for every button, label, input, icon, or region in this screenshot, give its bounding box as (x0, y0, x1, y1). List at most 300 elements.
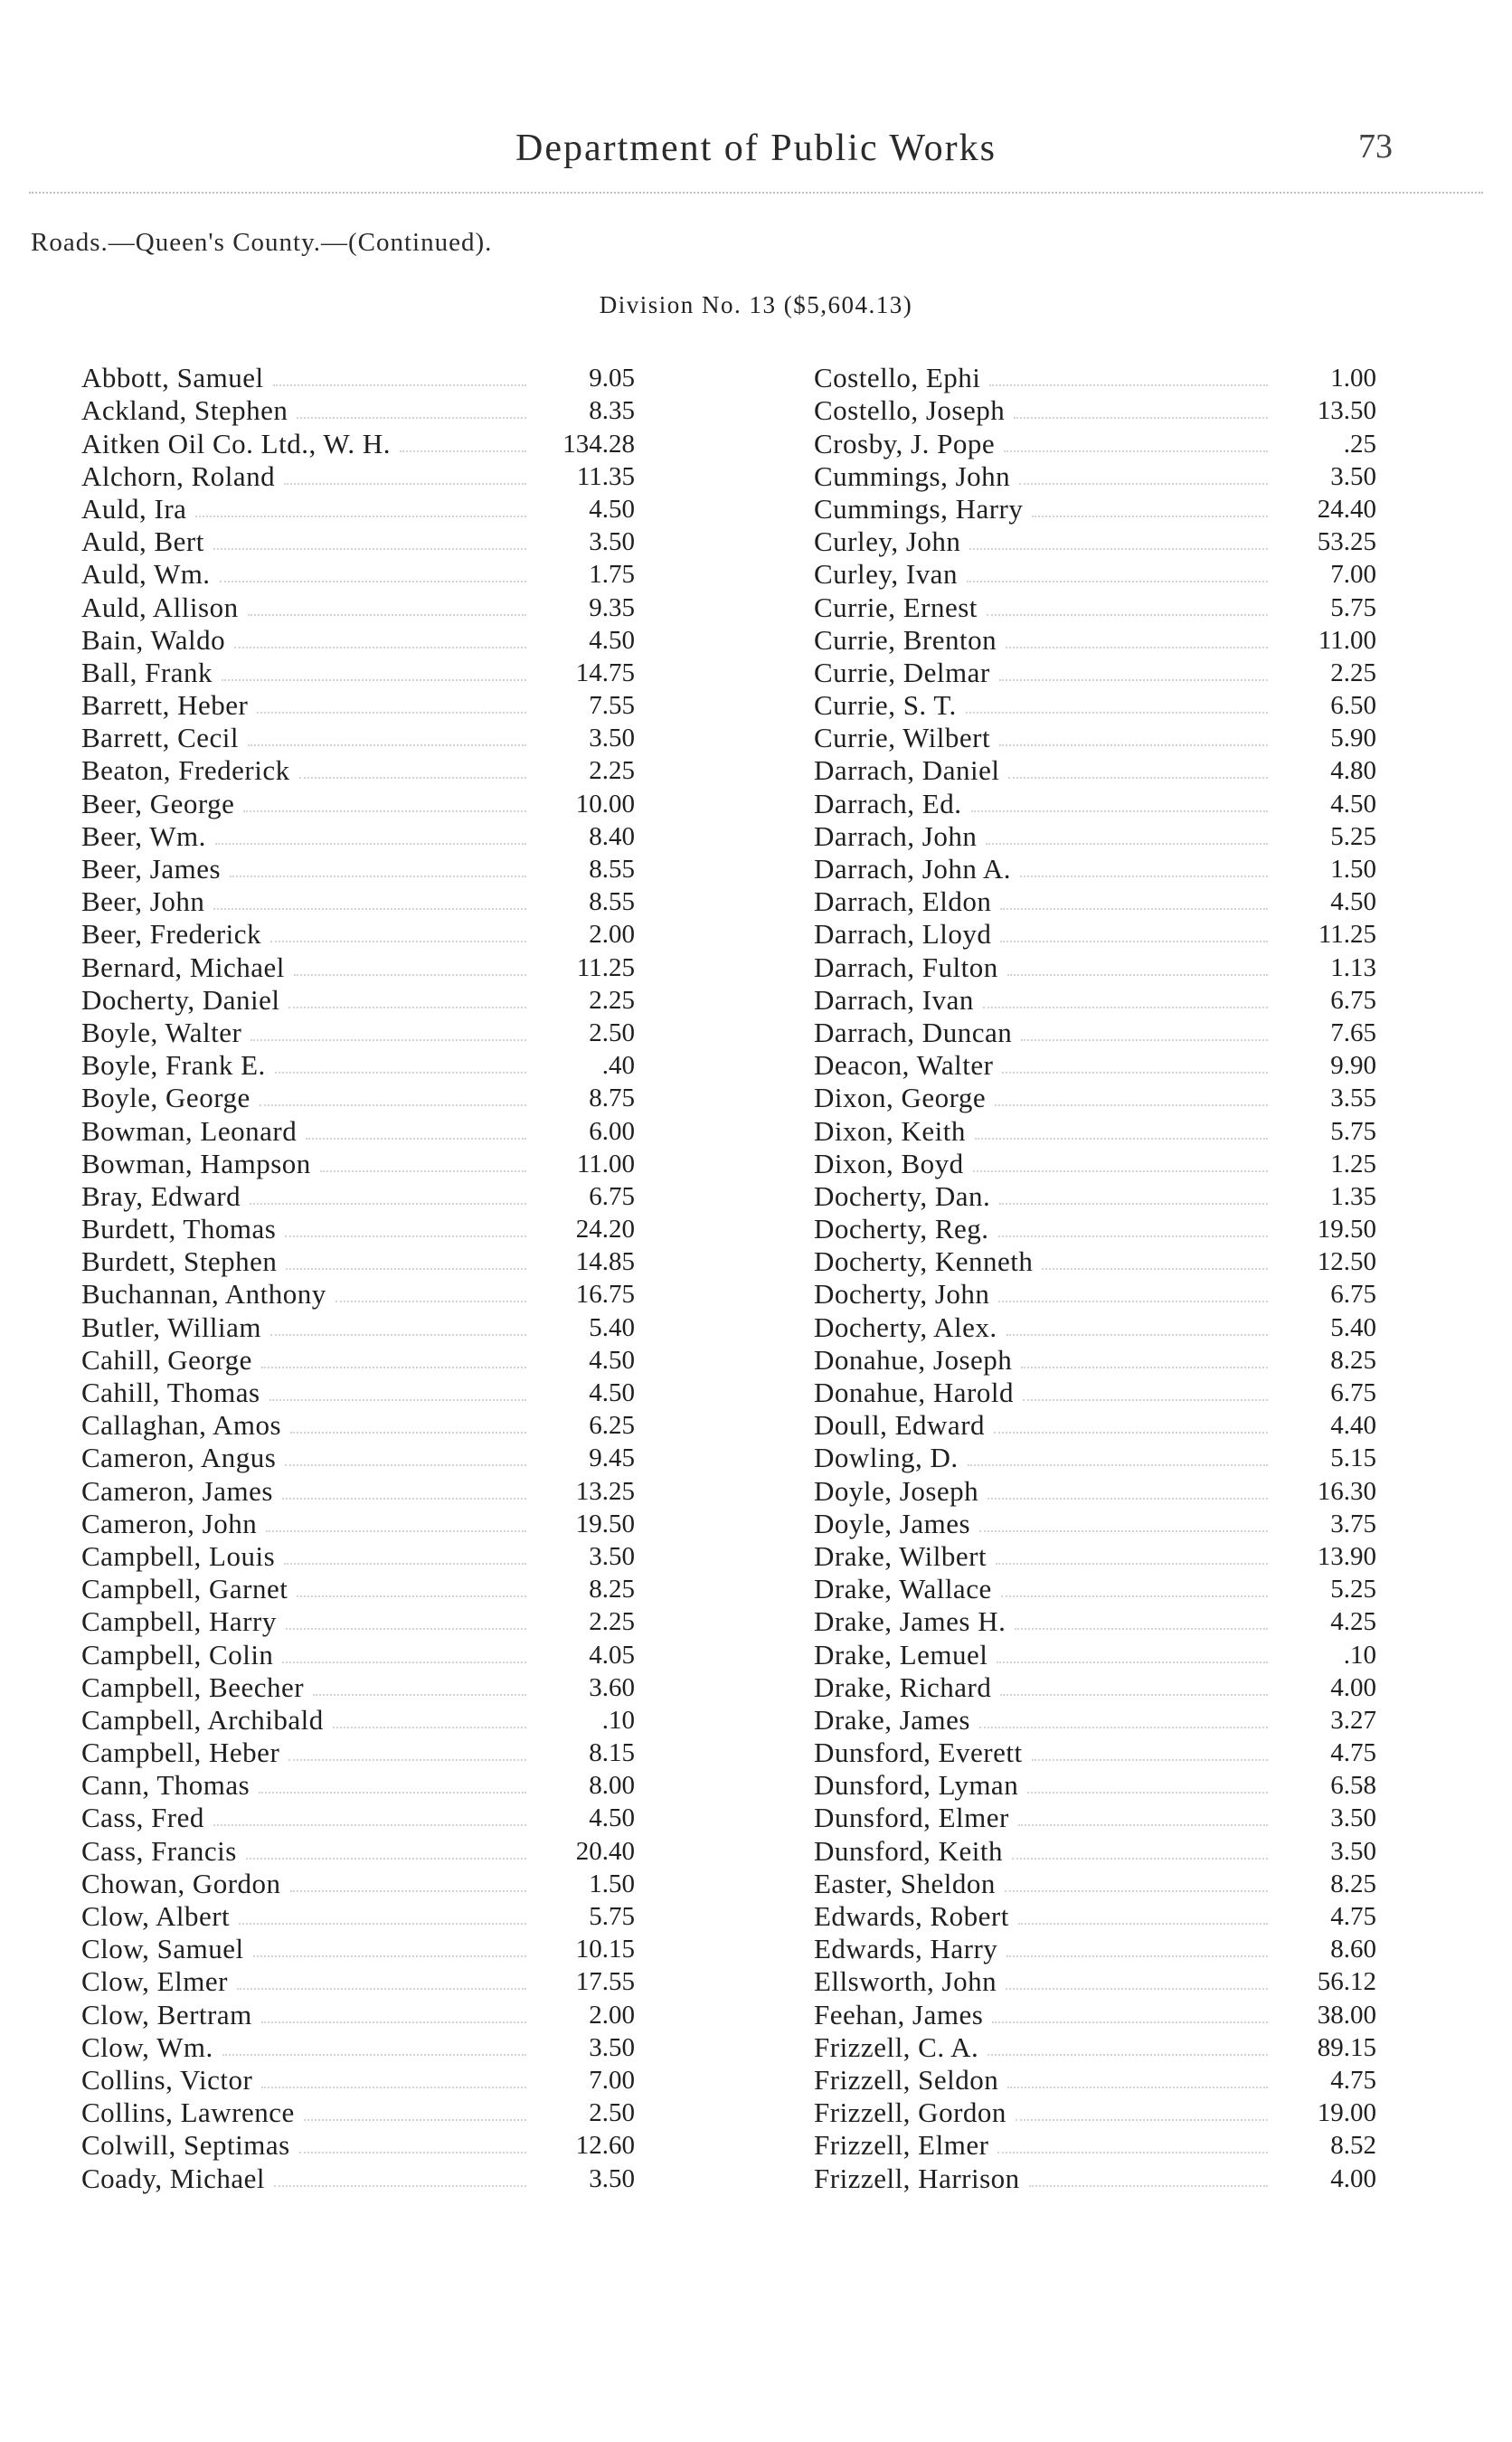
ledger-entry (814, 1900, 1376, 1933)
entry-name: Coady, Michael (81, 2162, 265, 2194)
entry-name: Cameron, Angus (81, 1442, 277, 1474)
entry-amount: 3.50 (589, 1541, 635, 1571)
ledger-entry (81, 525, 635, 558)
entry-name: Clow, Elmer (81, 1965, 228, 1998)
dot-leader (286, 1268, 526, 1270)
ledger-entry (814, 2162, 1376, 2194)
entry-amount: 8.25 (589, 1575, 635, 1604)
entry-amount: 6.58 (1330, 1771, 1376, 1801)
ledger-entry (814, 394, 1376, 427)
ledger-entry (81, 1671, 635, 1704)
dot-leader (269, 1399, 526, 1401)
dot-leader (1020, 876, 1268, 877)
ledger-entry (814, 1049, 1376, 1082)
dot-leader (1006, 647, 1268, 648)
entry-name: Docherty, John (814, 1278, 990, 1311)
dot-leader (1008, 777, 1268, 779)
entry-name: Frizzell, Elmer (814, 2129, 989, 2162)
ledger-entry (814, 1868, 1376, 1900)
ledger-entry (814, 493, 1376, 525)
dot-leader (1018, 1923, 1268, 1925)
entry-amount: .40 (601, 1051, 635, 1081)
entry-amount: 19.00 (1317, 2098, 1376, 2128)
entry-name: Campbell, Louis (81, 1539, 276, 1572)
entry-amount: 9.90 (1330, 1051, 1376, 1081)
entry-name: Cass, Fred (81, 1802, 204, 1834)
entry-name: Campbell, Archibald (81, 1703, 324, 1736)
dot-leader (284, 1563, 526, 1565)
entry-name: Alchorn, Roland (81, 459, 276, 492)
ledger-entry (81, 493, 635, 525)
dot-leader (261, 2021, 526, 2023)
entry-name: Barrett, Heber (81, 689, 249, 722)
entry-name: Doull, Edward (814, 1409, 986, 1442)
ledger-entry (81, 1605, 635, 1638)
dot-leader (313, 1694, 526, 1696)
ledger-entry (814, 1180, 1376, 1213)
entry-amount: 1.50 (1330, 855, 1376, 884)
entry-amount: 8.55 (589, 855, 635, 884)
entry-name: Cahill, Thomas (81, 1377, 260, 1408)
entry-amount: 4.00 (1330, 1672, 1376, 1702)
entry-name: Currie, Delmar (814, 656, 990, 688)
entry-amount: .10 (601, 1705, 635, 1735)
entry-name: Barrett, Cecil (81, 722, 239, 754)
dot-leader (250, 1039, 526, 1041)
ledger-entry (81, 1737, 635, 1769)
entry-amount: 6.75 (1330, 985, 1376, 1015)
ledger-entry (81, 1965, 635, 1998)
left-column (81, 362, 635, 2195)
header-divider (29, 192, 1483, 194)
entry-amount: 13.50 (1317, 396, 1376, 426)
dot-leader (1032, 516, 1268, 517)
ledger-entry (81, 1769, 635, 1802)
entry-amount: 4.40 (1330, 1411, 1376, 1441)
dot-leader (248, 614, 526, 616)
dot-leader (261, 1367, 526, 1368)
entry-name: Curley, John (814, 525, 961, 558)
ledger-entry (814, 787, 1376, 819)
entry-name: Curley, Ivan (814, 558, 958, 591)
dot-leader (299, 777, 526, 779)
ledger-entry (81, 1998, 635, 2030)
ledger-entry (814, 1114, 1376, 1147)
dot-leader (1006, 1334, 1268, 1336)
entry-amount: 19.50 (575, 1509, 635, 1538)
ledger-entry (814, 918, 1376, 951)
dot-leader (1001, 1595, 1268, 1597)
dot-leader (998, 1235, 1268, 1237)
ledger-entry (81, 2162, 635, 2194)
ledger-entry (81, 427, 635, 459)
dot-leader (213, 548, 526, 550)
entry-name: Dunsford, Lyman (814, 1769, 1019, 1802)
entry-amount: 2.50 (589, 1018, 635, 1047)
ledger-entry (814, 1213, 1376, 1245)
dot-leader (967, 581, 1268, 582)
dot-leader (239, 1923, 526, 1925)
dot-leader (1014, 417, 1268, 419)
ledger-entry (814, 984, 1376, 1017)
entry-amount: 16.30 (1317, 1476, 1376, 1506)
entry-amount: 14.85 (575, 1247, 635, 1277)
ledger-entry (814, 657, 1376, 689)
dot-leader (266, 1530, 526, 1532)
page-title: Department of Public Works (515, 128, 997, 169)
dot-leader (1002, 1072, 1268, 1074)
entry-amount: 8.00 (589, 1771, 635, 1801)
ledger-entry (81, 1278, 635, 1311)
entry-amount: 4.75 (1330, 2065, 1376, 2095)
entry-name: Crosby, J. Pope (814, 427, 996, 459)
right-column (814, 362, 1376, 2195)
entry-name: Boyle, Frank E. (81, 1049, 266, 1082)
entry-amount: 12.60 (575, 2131, 635, 2161)
entry-amount: 7.55 (589, 691, 635, 721)
dot-leader (1032, 1759, 1268, 1761)
ledger-entry (81, 2064, 635, 2097)
dot-leader (222, 2054, 526, 2056)
ledger-entry (81, 1900, 635, 1933)
dot-leader (1000, 1694, 1268, 1696)
entry-name: Drake, Richard (814, 1671, 992, 1703)
entry-amount: 89.15 (1317, 2032, 1376, 2062)
dot-leader (999, 679, 1268, 681)
dot-leader (243, 810, 526, 812)
entry-amount: 6.75 (1330, 1280, 1376, 1310)
ledger-entry (814, 1802, 1376, 1834)
dot-leader (1042, 1268, 1268, 1270)
entry-amount: 8.75 (589, 1084, 635, 1113)
dot-leader (282, 1498, 526, 1500)
dot-leader (234, 647, 526, 648)
dot-leader (335, 1301, 526, 1302)
dot-leader (286, 1628, 526, 1630)
entry-name: Doyle, Joseph (814, 1474, 979, 1507)
dot-leader (285, 1235, 526, 1237)
entry-name: Bray, Edward (81, 1179, 241, 1212)
entry-name: Dunsford, Everett (814, 1737, 1023, 1769)
entry-amount: 1.25 (1330, 1149, 1376, 1178)
ledger-entry (81, 1049, 635, 1082)
ledger-entry (81, 558, 635, 591)
entry-name: Donahue, Harold (814, 1377, 1014, 1408)
ledger-entry (81, 1245, 635, 1278)
dot-leader (1004, 450, 1268, 452)
ledger-entry (814, 591, 1376, 623)
dot-leader (261, 2087, 526, 2088)
dot-leader (282, 1661, 526, 1663)
dot-leader (273, 384, 526, 386)
dot-leader (1007, 974, 1268, 976)
entry-amount: 2.00 (589, 920, 635, 950)
ledger-entry (81, 362, 635, 394)
entry-name: Edwards, Harry (814, 1933, 998, 1965)
dot-leader (259, 1792, 526, 1794)
entry-amount: 4.50 (1330, 789, 1376, 819)
entry-name: Campbell, Colin (81, 1638, 274, 1671)
dot-leader (290, 1890, 526, 1892)
ledger-entry (81, 2031, 635, 2064)
entry-name: Darrach, Ivan (814, 983, 974, 1016)
entry-name: Chowan, Gordon (81, 1867, 281, 1899)
entry-amount: 20.40 (575, 1836, 635, 1866)
entry-amount: .10 (1343, 1640, 1376, 1670)
ledger-entry (81, 1114, 635, 1147)
dot-leader (998, 1301, 1268, 1302)
dot-leader (1029, 2185, 1268, 2187)
entry-name: Boyle, George (81, 1082, 250, 1114)
entry-amount: 13.25 (575, 1476, 635, 1506)
entry-amount: 2.25 (1330, 658, 1376, 687)
entry-name: Clow, Bertram (81, 1998, 252, 2030)
dot-leader (333, 1727, 526, 1728)
dot-leader (1019, 483, 1268, 485)
ledger-entry (814, 1508, 1376, 1540)
entry-amount: 2.25 (589, 1607, 635, 1637)
ledger-entry (81, 1311, 635, 1343)
entry-amount: 1.13 (1330, 952, 1376, 982)
dot-leader (215, 843, 526, 845)
dot-leader (288, 1759, 526, 1761)
entry-name: Docherty, Daniel (81, 983, 280, 1016)
ledger-entry (81, 1638, 635, 1671)
entry-name: Campbell, Garnet (81, 1573, 288, 1605)
entry-amount: 8.52 (1330, 2131, 1376, 2161)
entry-amount: 3.50 (589, 2163, 635, 2193)
dot-leader (400, 450, 526, 452)
ledger-entry (81, 394, 635, 427)
entry-amount: 5.40 (589, 1312, 635, 1342)
entry-name: Darrach, Daniel (814, 754, 1000, 787)
entry-amount: 1.50 (589, 1869, 635, 1898)
ledger-entry (814, 558, 1376, 591)
entry-amount: 5.40 (1330, 1312, 1376, 1342)
ledger-entry (81, 951, 635, 983)
entry-name: Drake, Wallace (814, 1573, 992, 1605)
ledger-entry (814, 1933, 1376, 1965)
ledger-entry (814, 820, 1376, 853)
entry-amount: 10.00 (575, 789, 635, 819)
ledger-entry (814, 1442, 1376, 1474)
entry-amount: 8.35 (589, 396, 635, 426)
ledger-entry (814, 1638, 1376, 1671)
ledger-entry (814, 1998, 1376, 2030)
ledger-entry (814, 2064, 1376, 2097)
ledger-entry (814, 1737, 1376, 1769)
ledger-entry (814, 1082, 1376, 1114)
entry-name: Dixon, Keith (814, 1114, 966, 1147)
entry-name: Beer, James (81, 853, 222, 885)
dot-leader (304, 2119, 526, 2121)
ledger-entry (814, 525, 1376, 558)
dot-leader (973, 1170, 1268, 1172)
dot-leader (306, 1138, 526, 1140)
ledger-entry (814, 1409, 1376, 1442)
dot-leader (230, 876, 526, 877)
entry-amount: 4.75 (1330, 1902, 1376, 1931)
entry-name: Campbell, Harry (81, 1605, 277, 1638)
entry-name: Ellsworth, John (814, 1965, 997, 1998)
dot-leader (275, 1072, 526, 1074)
entry-name: Campbell, Beecher (81, 1671, 305, 1703)
entry-name: Colwill, Septimas (81, 2129, 290, 2162)
ledger-entry (814, 460, 1376, 493)
entry-amount: 8.60 (1330, 1935, 1376, 1964)
ledger-entry (814, 1474, 1376, 1507)
entry-name: Docherty, Kenneth (814, 1245, 1034, 1278)
entry-name: Darrach, Lloyd (814, 918, 992, 951)
entry-name: Auld, Ira (81, 492, 187, 525)
dot-leader (995, 1104, 1268, 1106)
dot-leader (220, 581, 526, 582)
entry-amount: 5.15 (1330, 1443, 1376, 1473)
ledger-entry (814, 689, 1376, 722)
dot-leader (299, 2152, 526, 2153)
dot-leader (969, 548, 1268, 550)
dot-leader (1006, 1988, 1268, 1990)
ledger-entry (814, 951, 1376, 983)
dot-leader (213, 1824, 526, 1826)
dot-leader (253, 1955, 526, 1957)
entry-name: Clow, Samuel (81, 1933, 244, 1965)
entry-amount: 4.50 (589, 1345, 635, 1375)
entry-amount: 8.40 (589, 821, 635, 851)
ledger-entry (81, 1802, 635, 1834)
entry-amount: 6.50 (1330, 691, 1376, 721)
ledger-entry (81, 1148, 635, 1180)
entry-name: Collins, Lawrence (81, 2097, 295, 2129)
ledger-entry (81, 1573, 635, 1605)
entry-amount: 4.80 (1330, 756, 1376, 786)
entry-name: Bain, Waldo (81, 623, 226, 656)
dot-leader (285, 1464, 526, 1466)
dot-leader (1021, 1367, 1268, 1368)
dot-leader (297, 417, 526, 419)
entry-amount: 7.00 (589, 2065, 635, 2095)
entry-amount: 5.25 (1330, 821, 1376, 851)
entry-amount: 5.75 (1330, 1116, 1376, 1146)
entry-name: Darrach, Duncan (814, 1016, 1013, 1048)
dot-leader (250, 1203, 526, 1205)
entry-amount: 2.50 (589, 2098, 635, 2128)
entry-amount: .25 (1343, 429, 1376, 459)
entry-amount: 4.25 (1330, 1607, 1376, 1637)
ledger-entry (81, 624, 635, 657)
entry-name: Currie, Wilbert (814, 722, 991, 754)
division-heading: Division No. 13 ($5,604.13) (599, 291, 913, 318)
dot-leader (1012, 1858, 1268, 1860)
entry-name: Beer, Wm. (81, 819, 206, 852)
entry-amount: 9.45 (589, 1443, 635, 1473)
ledger-entry (81, 1442, 635, 1474)
entry-amount: 3.50 (1330, 1836, 1376, 1866)
entry-name: Docherty, Alex. (814, 1311, 997, 1343)
entry-name: Callaghan, Amos (81, 1409, 282, 1442)
entry-name: Frizzell, Harrison (814, 2162, 1020, 2194)
ledger-entry (81, 722, 635, 754)
entry-name: Clow, Wm. (81, 2030, 213, 2063)
dot-leader (1006, 1955, 1268, 1957)
ledger-entry (81, 1704, 635, 1737)
ledger-entry (81, 1180, 635, 1213)
dot-leader (999, 744, 1268, 746)
entry-amount: 8.55 (589, 887, 635, 917)
dot-leader (222, 679, 526, 681)
entry-amount: 19.50 (1317, 1215, 1376, 1245)
entry-name: Costello, Ephi (814, 362, 981, 394)
ledger-entry (814, 1671, 1376, 1704)
entry-name: Burdett, Thomas (81, 1213, 277, 1245)
entry-name: Darrach, Eldon (814, 885, 992, 918)
dot-leader (989, 384, 1268, 386)
entry-name: Cann, Thomas (81, 1769, 250, 1802)
entry-amount: 2.25 (589, 756, 635, 786)
ledger-entry (814, 1278, 1376, 1311)
dot-leader (1018, 1824, 1268, 1826)
ledger-entry (814, 1017, 1376, 1049)
entry-name: Currie, Ernest (814, 591, 978, 623)
ledger-entry (814, 2129, 1376, 2162)
ledger-entry (81, 657, 635, 689)
entry-name: Beer, Frederick (81, 918, 262, 951)
dot-leader (195, 516, 526, 517)
entry-amount: 6.75 (1330, 1378, 1376, 1407)
dot-leader (1015, 1628, 1268, 1630)
entry-amount: 1.75 (589, 560, 635, 590)
entry-name: Darrach, John A. (814, 853, 1012, 885)
entry-amount: 9.05 (589, 364, 635, 393)
entry-name: Costello, Joseph (814, 394, 1006, 427)
entry-name: Ball, Frank (81, 656, 213, 688)
ledger-entry (814, 1311, 1376, 1343)
entry-amount: 11.00 (1318, 625, 1376, 655)
ledger-entry (814, 1377, 1376, 1409)
entry-name: Cummings, John (814, 459, 1011, 492)
entry-name: Cameron, James (81, 1474, 273, 1507)
entry-amount: 2.00 (589, 2000, 635, 2030)
entry-name: Donahue, Joseph (814, 1343, 1013, 1376)
dot-leader (1027, 1792, 1268, 1794)
dot-leader (257, 712, 526, 714)
entry-name: Beer, John (81, 885, 205, 918)
ledger-entry (814, 1769, 1376, 1802)
dot-leader (274, 2185, 526, 2187)
entry-name: Auld, Allison (81, 591, 239, 623)
ledger-entry (81, 853, 635, 885)
ledger-entry (814, 853, 1376, 885)
entry-amount: 3.55 (1330, 1084, 1376, 1113)
dot-leader (270, 1334, 526, 1336)
ledger-entry (814, 1965, 1376, 1998)
entry-amount: 8.15 (589, 1738, 635, 1768)
dot-leader (994, 1432, 1268, 1434)
entry-amount: 1.00 (1330, 364, 1376, 393)
ledger-entry (814, 754, 1376, 787)
entry-amount: 3.75 (1330, 1509, 1376, 1538)
page-number: 73 (1358, 128, 1393, 166)
entry-name: Feehan, James (814, 1998, 984, 2030)
entry-amount: 4.50 (589, 625, 635, 655)
entry-amount: 5.75 (1330, 592, 1376, 622)
entry-amount: 5.90 (1330, 724, 1376, 753)
ledger-entry (814, 1834, 1376, 1867)
entry-amount: 3.50 (589, 527, 635, 557)
entry-amount: 56.12 (1317, 1967, 1376, 1997)
dot-leader (270, 941, 526, 942)
dot-leader (237, 1988, 526, 1990)
